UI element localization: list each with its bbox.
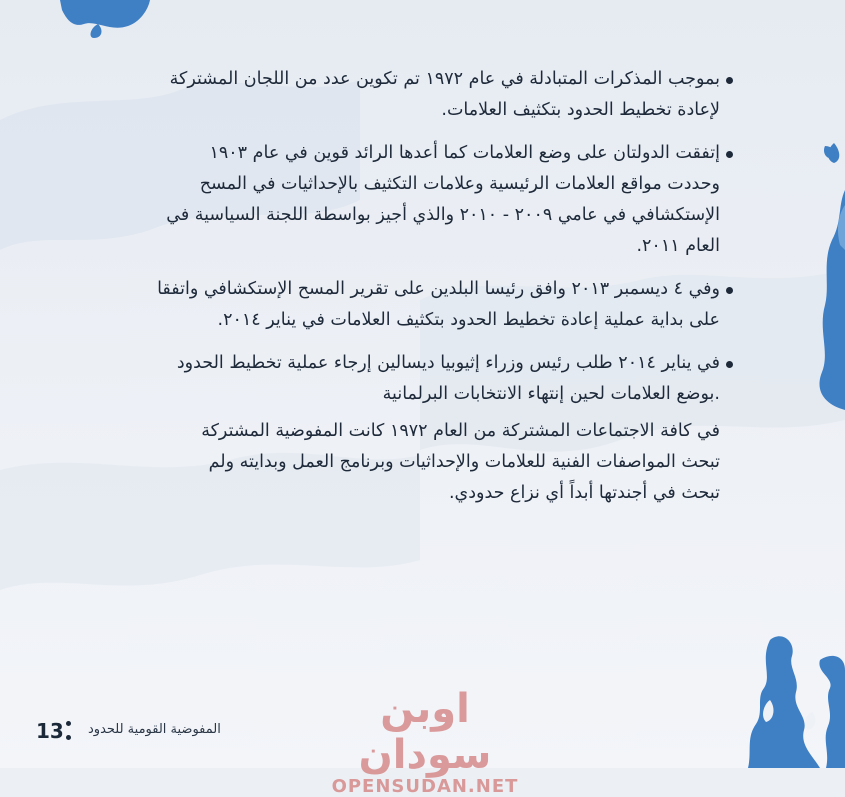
- watermark-english: OPENSUDAN.NET: [331, 776, 519, 797]
- bullet-item-1: [70, 64, 720, 126]
- text-line: إتفقت الدولتان على وضع العلامات كما أعدها الرائد قوين في عام ١٩٠٣: [209, 143, 720, 163]
- bullet-dot: [726, 287, 733, 294]
- text-line: .بوضع العلامات لحين إنتهاء الانتخابات البرلمانية: [382, 384, 720, 404]
- bullet-dot: [726, 77, 733, 84]
- page-number-separator: [66, 718, 70, 744]
- page-number: 13: [36, 719, 64, 743]
- text-line: على بداية عملية إعادة تخطيط الحدود بتكثيف العلامات في يناير ٢٠١٤.: [217, 310, 720, 330]
- bullet-dot: [726, 361, 733, 368]
- page-footer: [0, 686, 845, 797]
- text-line: في يناير ٢٠١٤ طلب رئيس وزراء إثيوبيا ديسالين إرجاء عملية تخطيط الحدود: [176, 353, 720, 373]
- footer-title: المفوضية القومية للحدود: [88, 722, 221, 737]
- text-line: وحددت مواقع العلامات الرئيسية وعلامات التكثيف بالإحداثيات في المسح: [199, 174, 720, 194]
- text-line: في كافة الاجتماعات المشتركة من العام ١٩٧٢ كانت المفوضية المشتركة: [201, 421, 720, 441]
- bullet-item-2: [70, 138, 720, 262]
- bullet-item-4: [70, 348, 720, 410]
- main-text-block: [70, 64, 720, 521]
- bullet-item-3: [70, 274, 720, 336]
- watermark-logo: [310, 686, 540, 797]
- text-line: لإعادة تخطيط الحدود بتكثيف العلامات.: [441, 100, 720, 120]
- text-line: تبحث في أجندتها أبداً أي نزاع حدودي.: [448, 483, 720, 503]
- watermark-arabic: اوبن سودان: [358, 686, 492, 778]
- text-line: بموجب المذكرات المتبادلة في عام ١٩٧٢ تم تكوين عدد من اللجان المشتركة: [169, 69, 720, 89]
- closing-paragraph: [70, 416, 720, 509]
- text-line: وفي ٤ ديسمبر ٢٠١٣ وافق رئيسا البلدين على تقرير المسح الإستكشافي واتفقا: [157, 279, 720, 299]
- bullet-dot: [726, 151, 733, 158]
- text-line: الإستكشافي في عامي ٢٠٠٩ - ٢٠١٠ والذي أجيز بواسطة اللجنة السياسية في: [166, 205, 720, 225]
- text-line: تبحث المواصفات الفنية للعلامات والإحداثيات وبرنامج العمل وبدايته ولم: [208, 452, 720, 472]
- text-line: العام ٢٠١١.: [636, 236, 720, 256]
